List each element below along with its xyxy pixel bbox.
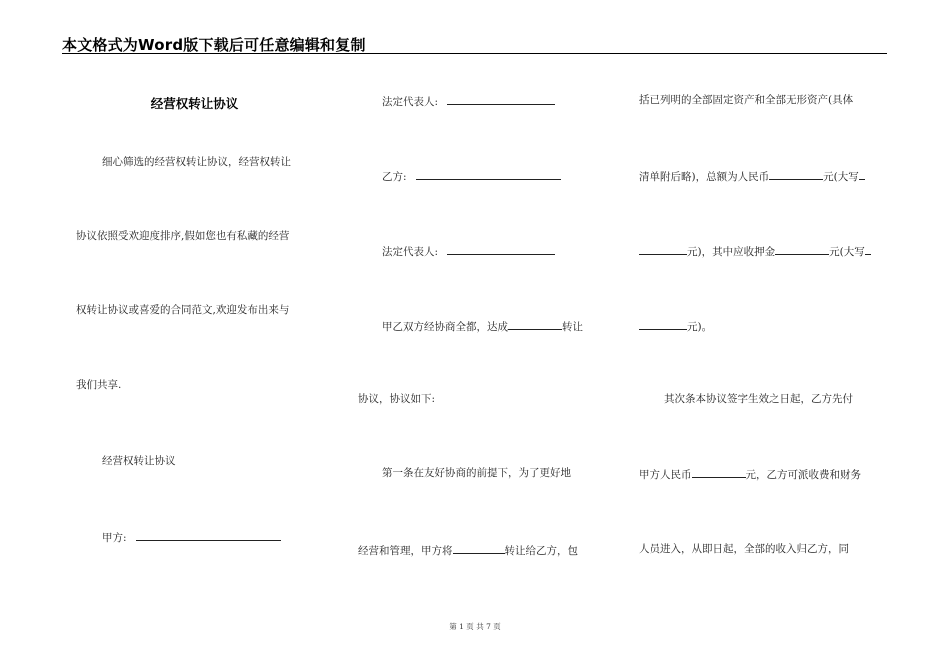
article-1-line (358, 542, 578, 558)
text-run: 清单附后略)，总额为人民币 (639, 171, 770, 183)
party-a-line (102, 529, 281, 545)
party-b-line (382, 168, 561, 184)
blank-underline (639, 243, 687, 255)
legal-rep-label: 法定代表人: (382, 96, 439, 108)
text-run: 元)，其中应收押金 (687, 246, 776, 258)
paragraph-line: 细心筛选的经营权转让协议，经营权转让 (102, 156, 291, 168)
blank-underline (692, 466, 746, 478)
article-2-line: 人员进入，从即日起，全部的收入归乙方，同 (639, 543, 849, 555)
article-1-line (639, 318, 712, 334)
paragraph-line: 我们共享. (76, 379, 122, 391)
blank-underline (769, 168, 823, 180)
agreement-line (382, 318, 583, 334)
blank-underline (447, 93, 555, 105)
blank-underline (865, 243, 871, 255)
article-2-line: 其次条本协议签字生效之日起，乙方先付 (664, 393, 853, 405)
blank-underline (136, 529, 281, 541)
party-b-label: 乙方: (382, 171, 407, 183)
article-2-line (639, 466, 861, 482)
text-run: 元)。 (687, 321, 713, 333)
page-number: 第 1 页 共 7 页 (449, 622, 501, 631)
legal-rep-line (382, 243, 555, 259)
blank-underline (416, 168, 561, 180)
document-title: 经营权转让协议 (150, 96, 239, 111)
article-1-line: 第一条在友好协商的前提下，为了更好地 (382, 467, 571, 479)
blank-underline (859, 168, 865, 180)
header-divider (62, 53, 887, 54)
party-a-label: 甲方: (102, 532, 127, 544)
text-run: 甲方人民币 (639, 469, 692, 481)
text-run: 元，乙方可派收费和财务 (745, 469, 861, 481)
blank-underline (639, 318, 687, 330)
blank-underline (453, 542, 505, 554)
legal-rep-label: 法定代表人: (382, 246, 439, 258)
agreement-line: 协议，协议如下: (358, 393, 436, 405)
text-run: 转让 (562, 321, 583, 333)
legal-rep-line (382, 93, 555, 109)
paragraph-line: 权转让协议或喜爱的合同范文,欢迎发布出来与 (76, 304, 290, 316)
blank-underline (775, 243, 829, 255)
blank-underline (508, 318, 562, 330)
paragraph-line: 协议依照受欢迎度排序,假如您也有私藏的经营 (76, 230, 290, 242)
text-run: 经营和管理，甲方将 (358, 545, 453, 557)
article-1-line: 括已列明的全部固定资产和全部无形资产(具体 (639, 94, 854, 106)
text-run: 甲乙双方经协商全都，达成 (382, 321, 508, 333)
article-1-line (639, 243, 871, 259)
article-1-line (639, 168, 865, 184)
text-run: 元(大写 (823, 171, 859, 183)
blank-underline (447, 243, 555, 255)
page-header-banner: 本文格式为Word版下载后可任意编辑和复制 (62, 36, 366, 54)
section-heading: 经营权转让协议 (102, 455, 176, 467)
text-run: 转让给乙方，包 (504, 545, 578, 557)
text-run: 元(大写 (829, 246, 865, 258)
